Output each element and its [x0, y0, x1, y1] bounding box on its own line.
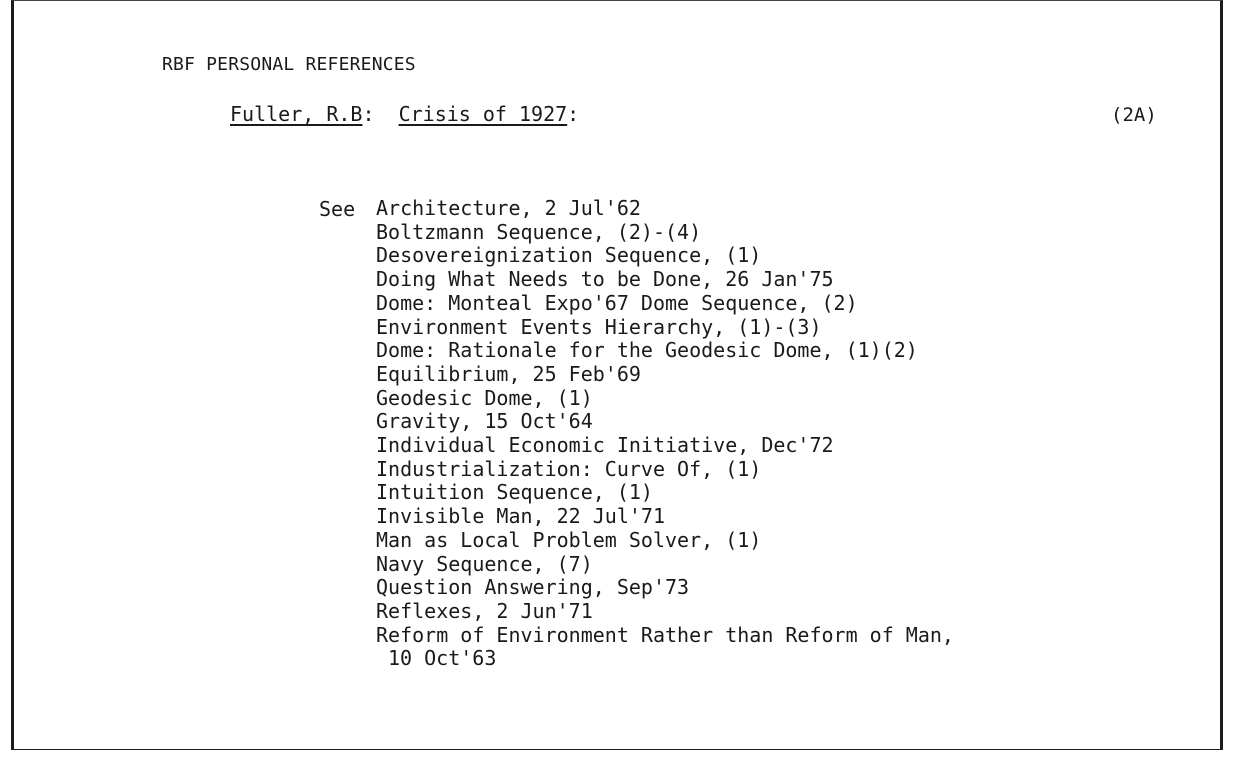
reference-item [376, 505, 954, 529]
reference-text: Desovereignization Sequence, (1) [376, 243, 762, 268]
reference-item [376, 481, 954, 505]
reference-item [376, 434, 954, 458]
reference-text: Environment Events Hierarchy, (1)-(3) [376, 314, 822, 339]
reference-text: Invisible Man, 22 Jul'71 [376, 504, 665, 529]
reference-text: Industrialization: Curve Of, (1) [376, 456, 762, 481]
index-card [11, 0, 1223, 752]
reference-text: Reform of Environment Rather than Reform of Man, [376, 622, 954, 647]
reference-item [376, 600, 954, 624]
reference-text: Gravity, 15 Oct'64 [376, 409, 593, 434]
reference-item [376, 387, 954, 411]
reference-text: Question Answering, Sep'73 [376, 575, 690, 600]
reference-text: Dome: Rationale for the Geodesic Dome, (1)(2) [376, 338, 918, 363]
reference-item [376, 292, 954, 316]
card-code: (2A) [1111, 104, 1157, 126]
card-heading: RBF PERSONAL REFERENCES [162, 54, 416, 75]
reference-text: Reflexes, 2 Jun'71 [376, 598, 593, 623]
reference-text: Man as Local Problem Solver, (1) [376, 527, 762, 552]
reference-text: Intuition Sequence, (1) [376, 480, 653, 505]
reference-item [376, 576, 954, 600]
reference-item [376, 410, 954, 434]
reference-item [376, 553, 954, 577]
reference-text: Boltzmann Sequence, (2)-(4) [376, 219, 702, 244]
reference-item [376, 363, 954, 387]
reference-text: Dome: Monteal Expo'67 Dome Sequence, (2) [376, 290, 858, 315]
reference-list [376, 197, 954, 671]
reference-text: Individual Economic Initiative, Dec'72 [376, 433, 834, 458]
subject-separator-2: : [567, 102, 580, 126]
reference-item [376, 268, 954, 292]
subject-author: Fuller, R.B [230, 102, 363, 126]
subject-separator-1: : [362, 102, 375, 126]
reference-item [376, 221, 954, 245]
reference-continuation: 10 Oct'63 [388, 646, 497, 671]
reference-text: Geodesic Dome, (1) [376, 385, 593, 410]
reference-text: Doing What Needs to be Done, 26 Jan'75 [376, 267, 834, 292]
subject-topic: Crisis of 1927 [398, 102, 568, 126]
see-label: See [319, 197, 356, 221]
reference-item [376, 624, 954, 671]
subject-line [230, 102, 579, 126]
reference-item [376, 529, 954, 553]
reference-item [376, 316, 954, 340]
reference-item [376, 197, 954, 221]
scan-margin [0, 750, 1233, 775]
reference-text: Architecture, 2 Jul'62 [376, 196, 641, 220]
reference-item [376, 458, 954, 482]
reference-item [376, 339, 954, 363]
reference-text: Navy Sequence, (7) [376, 551, 593, 576]
reference-item [376, 244, 954, 268]
reference-text: Equilibrium, 25 Feb'69 [376, 361, 641, 386]
